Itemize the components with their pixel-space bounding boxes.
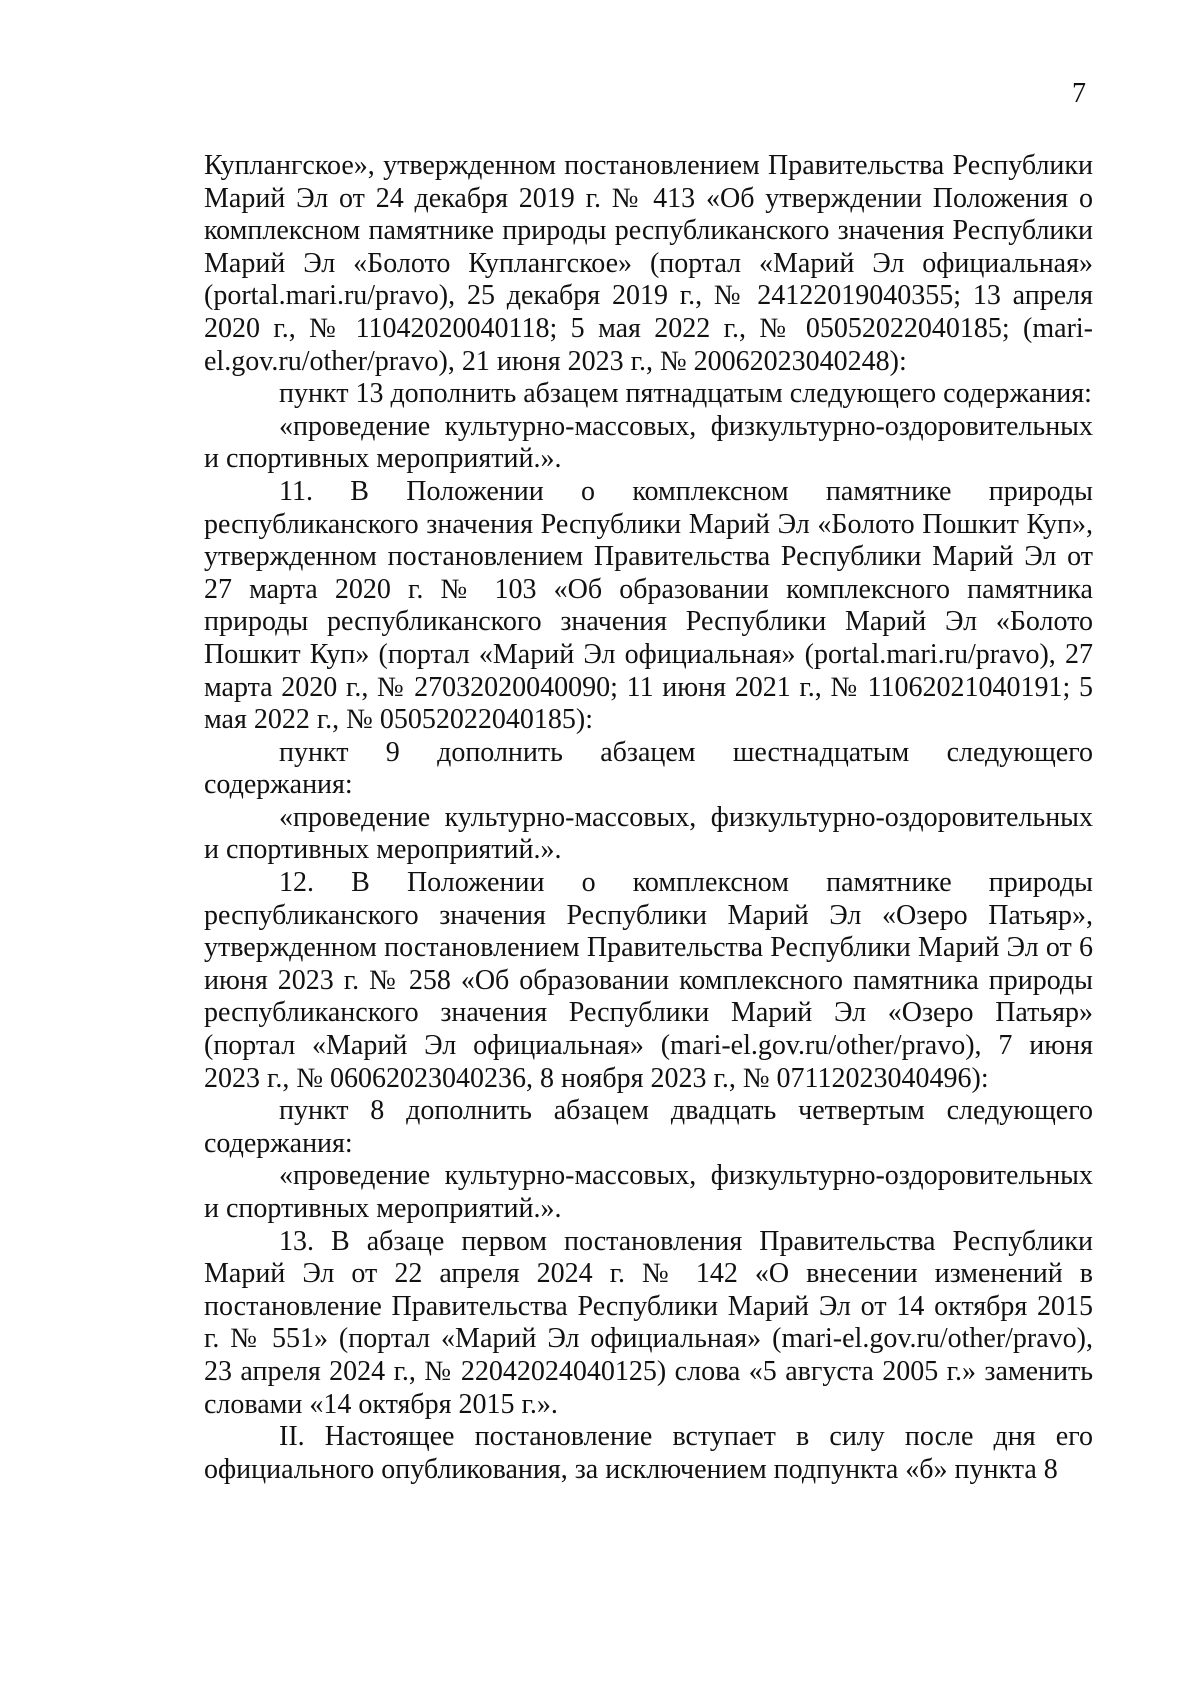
paragraph-section-12: 12. В Положении о комплексном памятнике природы республиканского значения Республики Марий Эл «Озеро Патьяр», утвержденном постановлением Правительства Республики Марий Эл от 6 июня 2023 г. № 258 «Об образовании комплексного памятника природы республиканского значения Республики Марий Эл «Озеро Патьяр» (портал «Марий Эл официальная» (mari-el.gov.ru/other/pravo), 7 июня 2023 г., № 06062023040236, 8 ноября 2023 г., № 07112023040496):: [204, 867, 1093, 1094]
page-number: 7: [1072, 78, 1086, 109]
paragraph-section-13: 13. В абзаце первом постановления Правительства Республики Марий Эл от 22 апреля 2024 г. № 142 «О внесении изменений в постановление Правительства Республики Марий Эл от 14 октября 2015 г. № 551» (портал «Марий Эл официальная» (mari-el.gov.ru/other/pravo), 23 апреля 2024 г., № 22042024040125) слова «5 августа 2005 г.» заменить словами «14 октября 2015 г.».: [204, 1225, 1093, 1420]
paragraph-quoted-text: «проведение культурно-массовых, физкультурно-оздоровительных и спортивных мероприятий.».: [204, 1160, 1093, 1224]
paragraph-quoted-text: «проведение культурно-массовых, физкультурно-оздоровительных и спортивных мероприятий.».: [204, 801, 1093, 866]
paragraph-section-II: II. Настоящее постановление вступает в силу после дня его официального опубликования, за исключением подпункта «б» пункта 8: [204, 1421, 1093, 1485]
paragraph-item-9-amendment: пункт 9 дополнить абзацем шестнадцатым следующего содержания:: [204, 736, 1093, 801]
paragraph-quoted-text: «проведение культурно-массовых, физкультурно-оздоровительных и спортивных мероприятий.».: [204, 410, 1093, 475]
paragraph-kuplangskoe-continuation: Куплангское», утвержденном постановлением Правительства Республики Марий Эл от 24 декабря 2019 г. № 413 «Об утверждении Положения о комплексном памятнике природы республиканского значения Республики Марий Эл «Болото Куплангское» (портал «Марий Эл официальная» (portal.mari.ru/pravo), 25 декабря 2019 г., № 24122019040355; 13 апреля 2020 г., № 11042020040118; 5 мая 2022 г., № 05052022040185; (mari-el.gov.ru/other/pravo), 21 июня 2023 г., № 20062023040248):: [204, 150, 1093, 377]
paragraph-item-13-amendment: пункт 13 дополнить абзацем пятнадцатым следующего содержания:: [279, 378, 1092, 410]
document-body: [204, 150, 1093, 1486]
paragraph-section-11: 11. В Положении о комплексном памятнике природы республиканского значения Республики Марий Эл «Болото Пошкит Куп», утвержденном постановлением Правительства Республики Марий Эл от 27 марта 2020 г. № 103 «Об образовании комплексного памятника природы республиканского значения Республики Марий Эл «Болото Пошкит Куп» (портал «Марий Эл официальная» (portal.mari.ru/pravo), 27 марта 2020 г., № 27032020040090; 11 июня 2021 г., № 11062021040191; 5 мая 2022 г., № 05052022040185):: [204, 475, 1093, 736]
paragraph-item-8-amendment: пункт 8 дополнить абзацем двадцать четвертым следующего содержания:: [204, 1095, 1093, 1159]
